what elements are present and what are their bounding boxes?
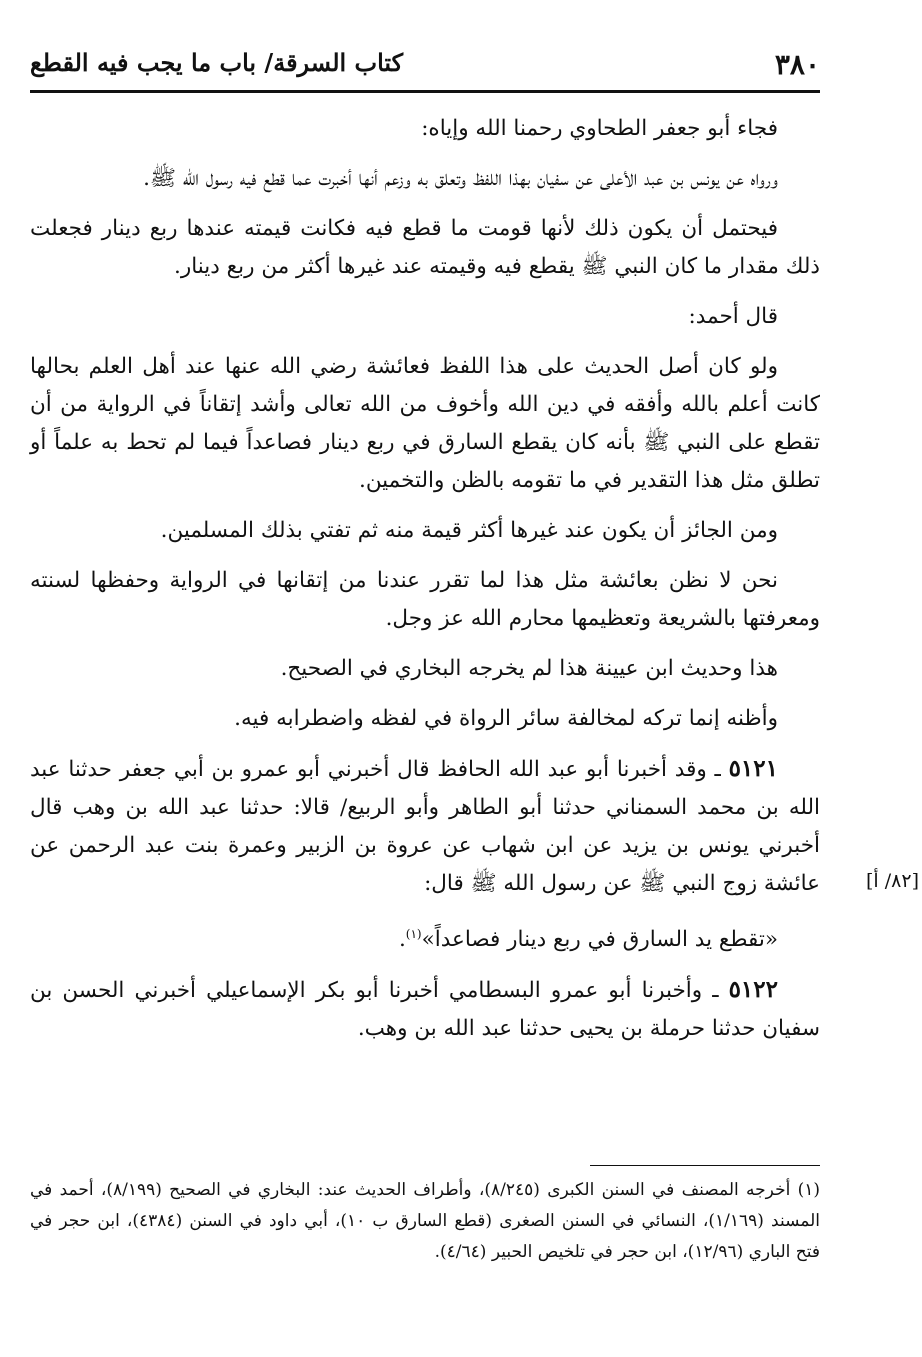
header-rule (30, 90, 820, 93)
hadith-5122 (30, 971, 820, 1048)
quote-text: «تقطع يد السارق في ربع دينار فصاعداً» (421, 927, 778, 953)
paragraph-2: ورواه عن يونس بن عبد الأعلى عن سفيان بهذا اللفظ وتعلق به وزعم أنها أخبرت عما قطع فيه رسول الله ﷺ. (143, 166, 778, 191)
paragraph-8: هذا وحديث ابن عيينة هذا لم يخرجه البخاري في الصحيح. (280, 656, 778, 681)
hadith-quote: «تقطع يد السارق في ربع دينار فصاعداً»$^{(١)}$. (398, 927, 778, 953)
page-header (30, 40, 820, 94)
footnote-1: (١) أخرجه المصنف في السنن الكبرى (٨/٢٤٥)، وأطراف الحديث عند: البخاري في الصحيح (٨/١٩٩)، أحمد في المسند (١/١٦٩)، النسائي في السنن الصغرى (قطع السارق ب ١٠)، أبي داود في السنن (٤٣٨٤)، ابن حجر في فتح الباري (١٢/٩٦)، ابن حجر في تلخيص الحبير (٤/٦٤). (30, 1180, 820, 1262)
paragraph-7: نحن لا نظن بعائشة مثل هذا لما تقرر عندنا من إتقانها في الرواية وحفظها لسنته ومعرفتها بالشريعة وتعظيمها محارم الله عز وجل. (30, 568, 820, 631)
paragraph-5: ولو كان أصل الحديث على هذا اللفظ فعائشة رضي الله عنها عند أهل العلم بحالها كانت أعلم بالله وأفقه في دين الله وأخوف من الله تعالى وأشد إتقاناً في الرواية من أن تقطع على النبي ﷺ بأنه كان يقطع السارق في ربع دينار فصاعداً فيما لم تحط به علماً أو تطلق مثل هذا التقدير في ما تقومه بالظن والتخمين. (30, 354, 820, 493)
paragraph-6: ومن الجائز أن يكون عند غيرها أكثر قيمة منه ثم تفتي بذلك المسلمين. (160, 518, 778, 543)
footnote-reference: (١) (405, 927, 422, 941)
hadith-text: ـ وأخبرنا أبو عمرو البسطامي أخبرنا أبو بكر الإسماعيلي أخبرني الحسن بن سفيان حدثنا حرملة بن يحيى حدثنا عبد الله بن وهب. (30, 978, 820, 1042)
paragraph-3: فيحتمل أن يكون ذلك لأنها قومت ما قطع فيه فكانت قيمته عندها ربع دينار فجعلت ذلك مقدار ما كان النبي ﷺ يقطع فيه وقيمته عند غيرها أكثر من ربع دينار. (30, 216, 820, 279)
footnotes (30, 1175, 820, 1268)
page-number: ٣٨٠ (774, 48, 820, 81)
hadith-5121 (30, 750, 820, 903)
running-title: كتاب السرقة/ باب ما يجب فيه القطع (30, 48, 404, 77)
hadith-text: ـ وقد أخبرنا أبو عبد الله الحافظ قال أخبرني أبو عمرو بن أبي جعفر حدثنا عبد الله بن محمد السمناني حدثنا أبو الطاهر وأبو الربيع/ قالا: حدثنا عبد الله بن وهب قال أخبرني يونس بن يزيد عن ابن شهاب عن عروة بن الزبير وعمرة بنت عبد الرحمن عن عائشة زوج النبي ﷺ عن رسول الله ﷺ قال: (30, 757, 820, 896)
margin-folio-note: [٨٢/ أ] (866, 870, 919, 892)
footnote-rule (590, 1165, 820, 1166)
paragraph-1: فجاء أبو جعفر الطحاوي رحمنا الله وإياه: (421, 116, 778, 141)
paragraph-4: قال أحمد: (688, 304, 778, 329)
paragraph-9: وأظنه إنما تركه لمخالفة سائر الرواة في لفظه واضطرابه فيه. (234, 706, 778, 731)
hadith-number: ٥١٢٢ (728, 976, 778, 1004)
hadith-number: ٥١٢١ (728, 755, 778, 782)
main-text (30, 110, 820, 1060)
